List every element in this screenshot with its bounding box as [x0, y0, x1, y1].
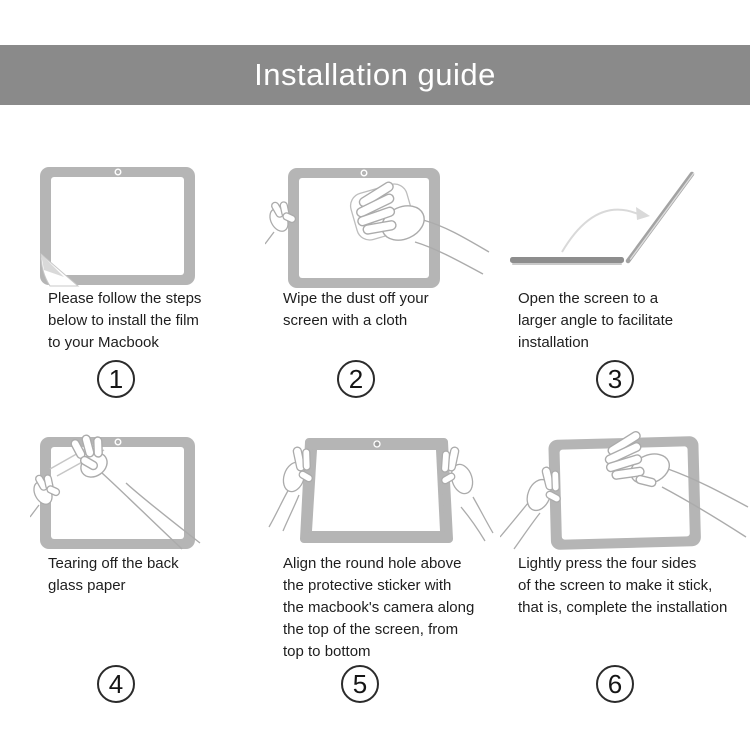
wipe-screen-with-cloth-illustration	[265, 160, 490, 300]
screen-frame-icon	[40, 437, 195, 549]
press-four-sides-illustration	[500, 425, 750, 570]
camera-dot-icon	[115, 169, 121, 175]
step-number-badge: 2	[337, 360, 375, 398]
camera-dot-icon	[361, 170, 367, 176]
step-4	[30, 425, 250, 725]
step-caption: Lightly press the four sides of the screen to make it stick, that is, complete the installation	[518, 555, 728, 616]
step-number-badge: 6	[596, 665, 634, 703]
step-number-badge: 5	[341, 665, 379, 703]
tear-off-backing-paper-illustration	[30, 425, 250, 570]
open-laptop-wide-angle-illustration	[500, 160, 750, 300]
screen-frame-icon	[40, 167, 195, 285]
camera-dot-icon	[374, 441, 380, 447]
step-3	[500, 160, 750, 420]
step-caption: Tearing off the back glass paper	[48, 555, 179, 594]
header-bar	[0, 45, 750, 105]
step-2	[265, 160, 490, 420]
step-5	[265, 425, 495, 725]
step-1	[30, 160, 250, 420]
step-6	[500, 425, 750, 725]
camera-dot-icon	[115, 439, 121, 445]
step-number-badge: 3	[596, 360, 634, 398]
screen-film-peel-illustration	[30, 160, 250, 300]
screen-frame-icon	[304, 441, 449, 539]
step-caption: Open the screen to a larger angle to facilitate installation	[518, 290, 674, 351]
step-caption: Wipe the dust off your screen with a cloth	[283, 290, 429, 329]
laptop-side-icon	[510, 174, 694, 266]
step-caption: Please follow the steps below to install the film to your Macbook	[48, 290, 202, 351]
page-title: Installation guide	[254, 57, 496, 92]
step-caption: Align the round hole above the protective sticker with the macbook's camera along the top of the screen, from top to bottom	[283, 555, 475, 660]
step-number-badge: 1	[97, 360, 135, 398]
step-number-badge: 4	[97, 665, 135, 703]
align-film-with-camera-illustration	[265, 425, 495, 565]
